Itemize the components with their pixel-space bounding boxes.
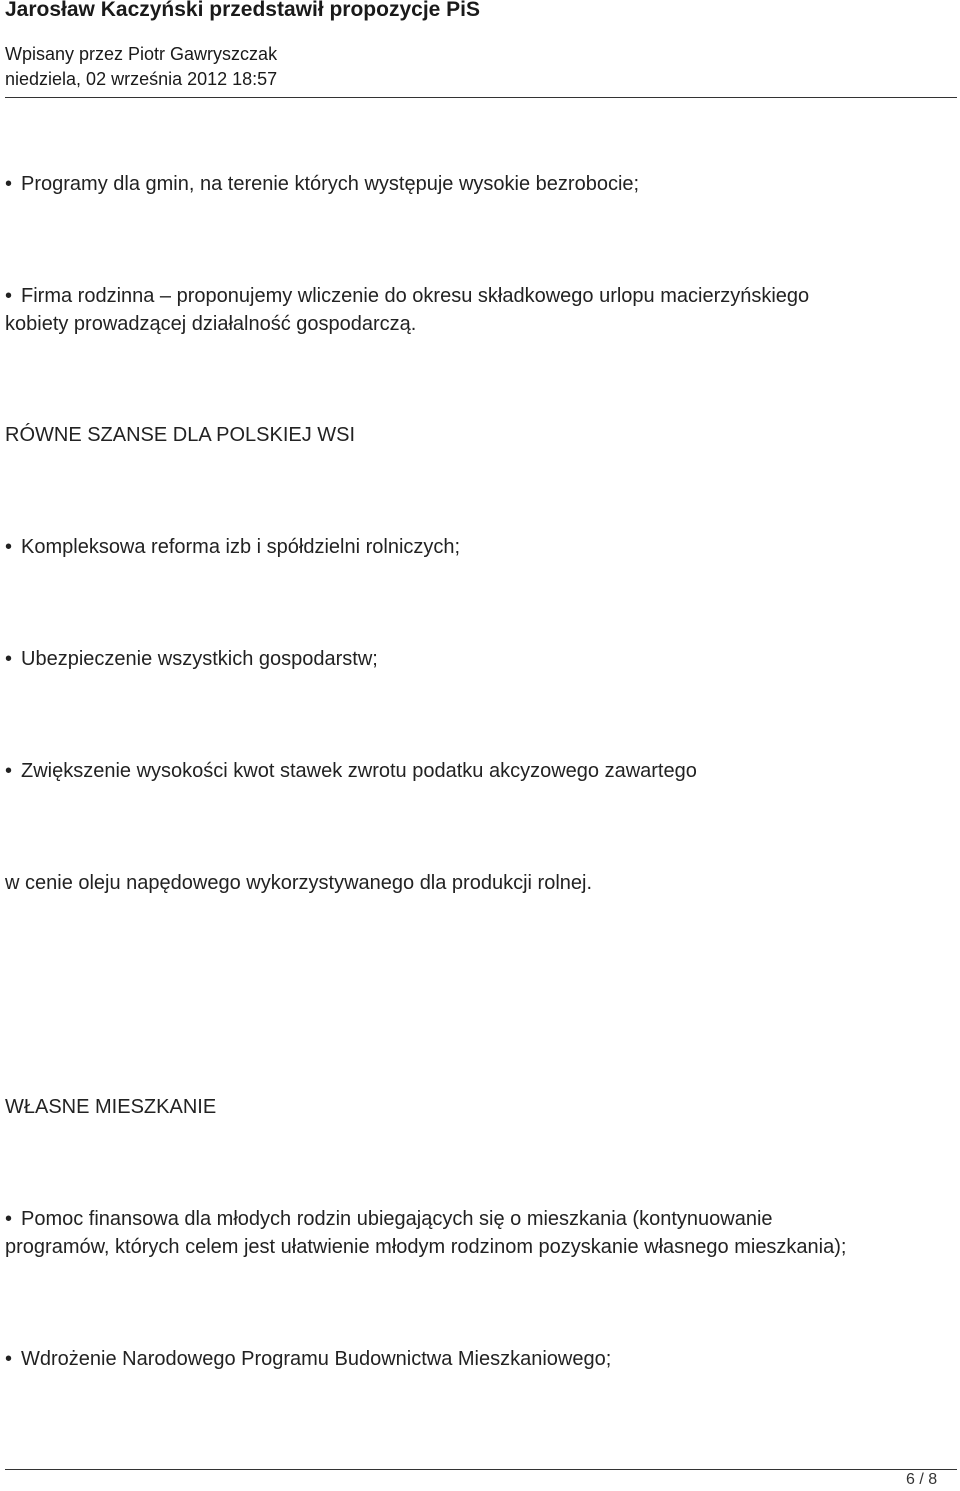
list-item-excise	[5, 757, 697, 785]
section-heading-rural: RÓWNE SZANSE DLA POLSKIEJ WSI	[5, 424, 356, 446]
list-item-text: Ubezpieczenie wszystkich gospodarstw;	[21, 648, 378, 670]
list-item-text: Programy dla gmin, na terenie których występuje wysokie bezrobocie;	[21, 173, 640, 195]
bullet-icon: •	[5, 285, 13, 307]
paragraph-fuel: w cenie oleju napędowego wykorzystywanego dla produkcji rolnej.	[5, 872, 593, 894]
bullet-icon: •	[5, 173, 13, 195]
list-item-text: Zwiększenie wysokości kwot stawek zwrotu podatku akcyzowego zawartego	[21, 760, 697, 782]
list-item-text: Wdrożenie Narodowego Programu Budownictwa Mieszkaniowego;	[21, 1348, 612, 1370]
list-item-reform	[5, 533, 460, 561]
article-title: Jarosław Kaczyński przedstawił propozycje PiS	[5, 0, 481, 21]
list-item-family-firm-continuation: kobiety prowadzącej działalność gospodarczą.	[5, 313, 417, 335]
article-author: Wpisany przez Piotr Gawryszczak	[5, 44, 278, 64]
article-date: niedziela, 02 września 2012 18:57	[5, 69, 278, 89]
footer-divider	[5, 1469, 957, 1470]
list-item-insurance	[5, 645, 378, 673]
bullet-icon: •	[5, 536, 13, 558]
list-item-text: Pomoc finansowa dla młodych rodzin ubiegających się o mieszkania (kontynuowanie	[21, 1208, 773, 1230]
list-item-financial-aid-continuation: programów, których celem jest ułatwienie młodym rodzinom pozyskanie własnego mieszkania);	[5, 1236, 847, 1258]
page-number: 6 / 8	[906, 1471, 938, 1488]
bullet-icon: •	[5, 1348, 13, 1370]
header-divider	[5, 97, 957, 98]
section-heading-housing: WŁASNE MIESZKANIE	[5, 1096, 217, 1118]
list-item-national-program	[5, 1345, 611, 1373]
list-item-text: Kompleksowa reforma izb i spółdzielni rolniczych;	[21, 536, 461, 558]
list-item-text: Firma rodzinna – proponujemy wliczenie do okresu składkowego urlopu macierzyńskiego	[21, 285, 810, 307]
bullet-icon: •	[5, 1208, 13, 1230]
bullet-icon: •	[5, 648, 13, 670]
bullet-icon: •	[5, 760, 13, 782]
list-item-unemployment	[5, 170, 639, 198]
list-item-family-firm	[5, 282, 809, 310]
list-item-financial-aid	[5, 1205, 773, 1233]
